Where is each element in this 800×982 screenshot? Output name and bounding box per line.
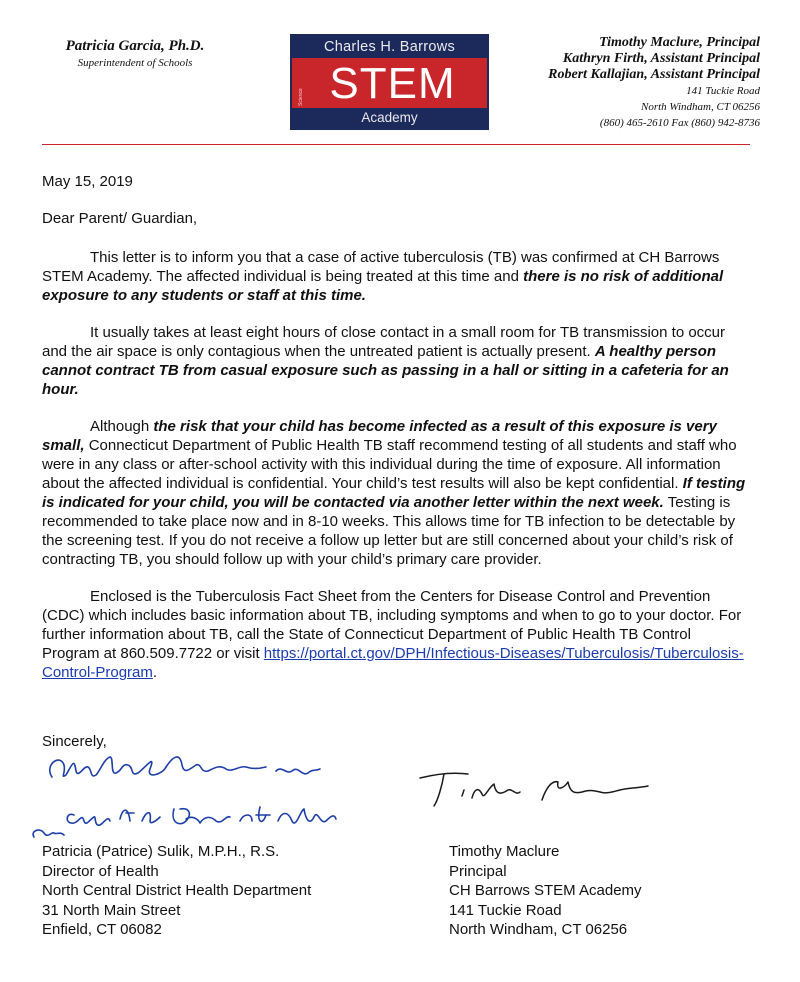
p2-text: It usually takes at least eight hours of close contact in a small room for TB transmission to occur and the air space is only contagious when the untreated patient is actually present.	[42, 324, 726, 360]
signer-name: Patricia (Patrice) Sulik, M.P.H., R.S.	[42, 843, 280, 860]
p2-emphasis: A healthy person cannot contract TB from casual exposure such as passing in a hall or sitting in a cafeteria for an hour.	[42, 343, 729, 398]
paragraph-2	[42, 323, 752, 399]
assistant-principal-line: Kathryn Firth, Assistant Principal	[562, 51, 760, 66]
p3-text-a: Although	[90, 418, 154, 435]
p1-emphasis: there is no risk of additional exposure to any students or staff at this time.	[42, 268, 724, 304]
signer-name: Timothy Maclure	[449, 843, 560, 860]
signer-city: Enfield, CT 06082	[42, 921, 162, 938]
header-divider	[42, 144, 750, 145]
superintendent-title: Superintendent of Schools	[77, 57, 193, 69]
school-address-line: 141 Tuckie Road	[686, 85, 760, 97]
superintendent-block	[40, 38, 230, 69]
school-city-line: North Windham, CT 06256	[641, 101, 760, 113]
signature-block-health-director	[42, 842, 311, 940]
handwritten-signature-left	[30, 735, 350, 855]
signer-organization: North Central District Health Department	[42, 882, 312, 899]
p3-emphasis-1: the risk that your child has become infected as a result of this exposure is very small,	[42, 418, 717, 454]
p3-text-c: Connecticut Department of Public Health TB staff recommend testing of all students and staff who were in any class or after-school activity with this individual during the time of exposure. All information about the affected individual is confidential. Your child’s test results will also be kept confidential.	[42, 437, 737, 492]
superintendent-name: Patricia Garcia, Ph.D.	[65, 38, 205, 54]
signer-street: 141 Tuckie Road	[449, 901, 562, 919]
p4-end: .	[152, 664, 158, 681]
principal-block	[490, 35, 760, 131]
p1-text: This letter is to inform you that a case of active tuberculosis (TB) was confirmed at CH Barrows STEM Academy. The affected individual is being treated at this time and	[42, 249, 720, 285]
letter-body	[42, 172, 752, 700]
logo-sub-science: Science	[298, 88, 304, 106]
paragraph-3	[42, 417, 752, 569]
p4-text: Enclosed is the Tuberculosis Fact Sheet from the Centers for Disease Control and Prevention (CDC) which includes basic information about TB, including symptoms and when to go to your doctor. For further information about TB, call the State of Connecticut Department of Public Health TB Control Program at 860.509.7722 or visit	[42, 588, 742, 662]
tb-program-link[interactable]: https://portal.ct.gov/DPH/Infectious-Diseases/Tuberculosis/Tuberculosis-Control-Program	[42, 645, 744, 681]
closing-salutation: Sincerely,	[42, 733, 107, 750]
p3-text-e: Testing is recommended to take place now and in 8-10 weeks. This allows time for TB infection to be detectable by the screening test. If you do not receive a follow up letter but are still concerned about your child’s risk of contracting TB, you should follow up with your child’s primary care provider.	[42, 494, 736, 568]
paragraph-1	[42, 248, 752, 305]
letter-greeting: Dear Parent/ Guardian,	[42, 210, 198, 227]
school-phone-line: (860) 465-2610 Fax (860) 942-8736	[599, 117, 760, 129]
signer-title: Director of Health	[42, 862, 159, 880]
handwritten-signature-right	[416, 760, 666, 820]
letter-date: May 15, 2019	[42, 173, 133, 190]
signer-organization: CH Barrows STEM Academy	[449, 882, 642, 899]
signature-block-principal	[449, 842, 642, 940]
principal-line: Timothy Maclure, Principal	[599, 35, 760, 50]
p3-emphasis-2: If testing is indicated for your child, you will be contacted via another letter within the next week.	[42, 475, 746, 511]
logo-top-text: Charles H. Barrows	[292, 36, 487, 58]
paragraph-4	[42, 587, 752, 682]
logo-middle-band	[292, 58, 487, 110]
logo-stem-text: STEM	[329, 59, 456, 108]
school-logo	[290, 34, 489, 130]
signer-street: 31 North Main Street	[42, 901, 181, 919]
logo-bottom-text: Academy	[292, 108, 487, 128]
assistant-principal-line: Robert Kallajian, Assistant Principal	[548, 67, 760, 82]
signer-city: North Windham, CT 06256	[449, 921, 628, 938]
signer-title: Principal	[449, 862, 507, 880]
